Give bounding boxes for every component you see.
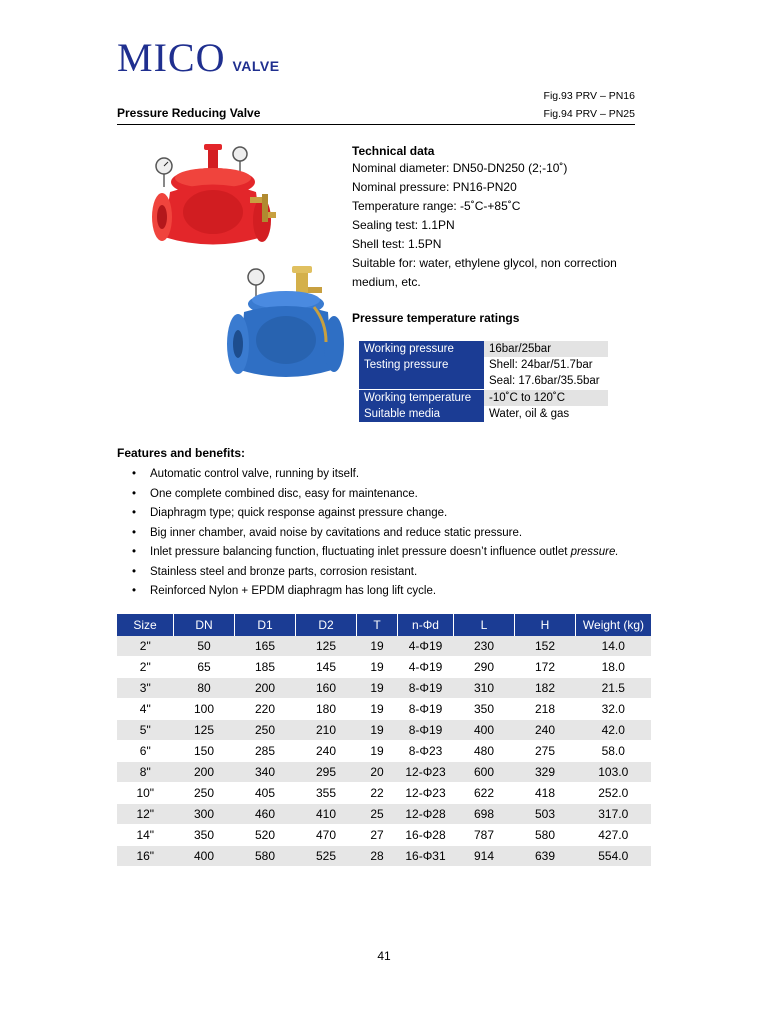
table-cell: 65 (174, 657, 235, 678)
rating-key: Working temperature (359, 390, 484, 407)
ratings-row (359, 373, 608, 390)
table-cell: 220 (235, 699, 296, 720)
table-cell: 8-Φ23 (398, 741, 454, 762)
column-header: n-Φd (398, 614, 454, 636)
table-cell: 21.5 (576, 678, 652, 699)
table-cell: 22 (357, 783, 398, 804)
feature-item: • Automatic control valve, running by itself. (150, 465, 619, 485)
column-header: D1 (235, 614, 296, 636)
technical-line: Temperature range: -5˚C-+85˚C (352, 199, 521, 213)
table-cell: 600 (454, 762, 515, 783)
table-cell: 275 (515, 741, 576, 762)
table-cell: 28 (357, 846, 398, 867)
table-cell: 554.0 (576, 846, 652, 867)
table-cell: 42.0 (576, 720, 652, 741)
table-row (117, 804, 651, 825)
column-header: DN (174, 614, 235, 636)
table-cell: 10" (117, 783, 174, 804)
table-cell: 525 (296, 846, 357, 867)
table-cell: 240 (515, 720, 576, 741)
column-header: Size (117, 614, 174, 636)
table-cell: 350 (454, 699, 515, 720)
table-cell: 250 (174, 783, 235, 804)
feature-item: • One complete combined disc, easy for maintenance. (150, 485, 619, 505)
feature-item: • Inlet pressure balancing function, fluctuating inlet pressure doesn’t influence outlet pressure. (150, 543, 619, 563)
table-cell: 698 (454, 804, 515, 825)
table-cell: 400 (454, 720, 515, 741)
table-cell: 3" (117, 678, 174, 699)
table-cell: 300 (174, 804, 235, 825)
table-cell: 285 (235, 741, 296, 762)
table-cell: 639 (515, 846, 576, 867)
rating-value: Water, oil & gas (489, 408, 570, 420)
rating-value: Seal: 17.6bar/35.5bar (489, 375, 600, 387)
table-cell: 172 (515, 657, 576, 678)
table-cell: 250 (235, 720, 296, 741)
technical-line: Suitable for: water, ethylene glycol, non correction (352, 256, 617, 270)
table-cell: 580 (515, 825, 576, 846)
table-cell: 310 (454, 678, 515, 699)
ratings-row (359, 341, 608, 357)
table-cell: 914 (454, 846, 515, 867)
table-cell: 19 (357, 720, 398, 741)
table-cell: 350 (174, 825, 235, 846)
column-header: T (357, 614, 398, 636)
header-divider (117, 124, 635, 125)
table-cell: 200 (174, 762, 235, 783)
features-section (117, 445, 619, 602)
table-cell: 14" (117, 825, 174, 846)
table-cell: 290 (454, 657, 515, 678)
column-header: H (515, 614, 576, 636)
feature-item: • Big inner chamber, avaid noise by cavitations and reduce static pressure. (150, 524, 619, 544)
table-cell: 18.0 (576, 657, 652, 678)
table-cell: 252.0 (576, 783, 652, 804)
logo-wordmark: MICO (117, 35, 226, 80)
feature-item: • Diaphragm type; quick response against pressure change. (150, 504, 619, 524)
rating-value: 16bar/25bar (484, 341, 608, 357)
table-cell: 8" (117, 762, 174, 783)
table-cell: 27 (357, 825, 398, 846)
table-row (117, 762, 651, 783)
red-valve-image (150, 142, 280, 257)
table-cell: 20 (357, 762, 398, 783)
table-cell: 100 (174, 699, 235, 720)
table-cell: 8-Φ19 (398, 720, 454, 741)
rating-key (359, 373, 484, 390)
technical-data-section (352, 143, 617, 292)
table-cell: 8-Φ19 (398, 678, 454, 699)
table-cell: 410 (296, 804, 357, 825)
technical-line: medium, etc. (352, 275, 421, 289)
table-cell: 295 (296, 762, 357, 783)
table-cell: 165 (235, 636, 296, 657)
table-cell: 787 (454, 825, 515, 846)
feature-item: • Reinforced Nylon + EPDM diaphragm has long lift cycle. (150, 582, 619, 602)
feature-item: • Stainless steel and bronze parts, corrosion resistant. (150, 563, 619, 583)
rating-value: -10˚C to 120˚C (484, 390, 608, 407)
technical-line: Nominal pressure: PN16-PN20 (352, 180, 517, 194)
table-cell: 19 (357, 699, 398, 720)
rating-key: Testing pressure (359, 357, 484, 373)
table-row (117, 657, 651, 678)
table-row (117, 741, 651, 762)
table-header-row (117, 614, 651, 636)
ratings-row (359, 390, 608, 407)
rating-key: Working pressure (359, 341, 484, 357)
table-cell: 6" (117, 741, 174, 762)
table-row (117, 636, 651, 657)
table-cell: 50 (174, 636, 235, 657)
brand-logo (117, 35, 280, 80)
table-cell: 405 (235, 783, 296, 804)
table-cell: 180 (296, 699, 357, 720)
table-cell: 355 (296, 783, 357, 804)
table-cell: 470 (296, 825, 357, 846)
table-row (117, 699, 651, 720)
figure-ref-2: Fig.94 PRV – PN25 (543, 108, 635, 120)
table-cell: 32.0 (576, 699, 652, 720)
table-cell: 185 (235, 657, 296, 678)
table-cell: 16" (117, 846, 174, 867)
table-cell: 622 (454, 783, 515, 804)
table-cell: 400 (174, 846, 235, 867)
column-header: Weight (kg) (576, 614, 652, 636)
table-body (117, 636, 651, 867)
table-cell: 418 (515, 783, 576, 804)
table-row (117, 783, 651, 804)
table-cell: 80 (174, 678, 235, 699)
table-cell: 4" (117, 699, 174, 720)
table-cell: 480 (454, 741, 515, 762)
table-cell: 12-Φ28 (398, 804, 454, 825)
table-row (117, 678, 651, 699)
table-cell: 19 (357, 741, 398, 762)
table-cell: 125 (296, 636, 357, 657)
table-cell: 2" (117, 636, 174, 657)
table-cell: 580 (235, 846, 296, 867)
features-list (117, 465, 619, 602)
table-row (117, 825, 651, 846)
table-cell: 340 (235, 762, 296, 783)
table-cell: 58.0 (576, 741, 652, 762)
table-cell: 427.0 (576, 825, 652, 846)
blue-valve-image (226, 262, 348, 390)
technical-data-heading: Technical data (352, 144, 435, 158)
table-cell: 19 (357, 678, 398, 699)
table-cell: 5" (117, 720, 174, 741)
table-cell: 19 (357, 636, 398, 657)
table-cell: 16-Φ31 (398, 846, 454, 867)
table-cell: 317.0 (576, 804, 652, 825)
table-cell: 4-Φ19 (398, 657, 454, 678)
table-cell: 200 (235, 678, 296, 699)
figure-ref-1: Fig.93 PRV – PN16 (543, 90, 635, 102)
technical-line: Shell test: 1.5PN (352, 237, 442, 251)
table-cell: 25 (357, 804, 398, 825)
rating-key: Suitable media (359, 406, 484, 422)
table-cell: 103.0 (576, 762, 652, 783)
column-header: D2 (296, 614, 357, 636)
table-cell: 460 (235, 804, 296, 825)
table-cell: 12" (117, 804, 174, 825)
table-cell: 152 (515, 636, 576, 657)
table-cell: 12-Φ23 (398, 762, 454, 783)
table-cell: 210 (296, 720, 357, 741)
table-cell: 125 (174, 720, 235, 741)
ratings-table (359, 341, 608, 422)
table-cell: 520 (235, 825, 296, 846)
table-cell: 16-Φ28 (398, 825, 454, 846)
dimensions-table (117, 614, 651, 867)
page-title: Pressure Reducing Valve (117, 106, 261, 120)
ratings-row (359, 406, 608, 422)
table-cell: 145 (296, 657, 357, 678)
table-cell: 218 (515, 699, 576, 720)
ratings-heading: Pressure temperature ratings (352, 311, 520, 325)
table-cell: 160 (296, 678, 357, 699)
table-cell: 150 (174, 741, 235, 762)
table-cell: 2" (117, 657, 174, 678)
table-cell: 503 (515, 804, 576, 825)
table-cell: 4-Φ19 (398, 636, 454, 657)
table-cell: 8-Φ19 (398, 699, 454, 720)
features-heading: Features and benefits: (117, 446, 246, 460)
technical-line: Nominal diameter: DN50-DN250 (2;-10˚) (352, 161, 568, 175)
ratings-row (359, 357, 608, 373)
table-row (117, 846, 651, 867)
table-cell: 182 (515, 678, 576, 699)
table-cell: 240 (296, 741, 357, 762)
rating-value: Shell: 24bar/51.7bar (489, 359, 593, 371)
table-cell: 12-Φ23 (398, 783, 454, 804)
page-number: 41 (377, 949, 391, 963)
column-header: L (454, 614, 515, 636)
technical-line: Sealing test: 1.1PN (352, 218, 455, 232)
table-cell: 329 (515, 762, 576, 783)
table-cell: 230 (454, 636, 515, 657)
table-cell: 19 (357, 657, 398, 678)
table-row (117, 720, 651, 741)
table-cell: 14.0 (576, 636, 652, 657)
logo-subtext: VALVE (232, 58, 280, 74)
